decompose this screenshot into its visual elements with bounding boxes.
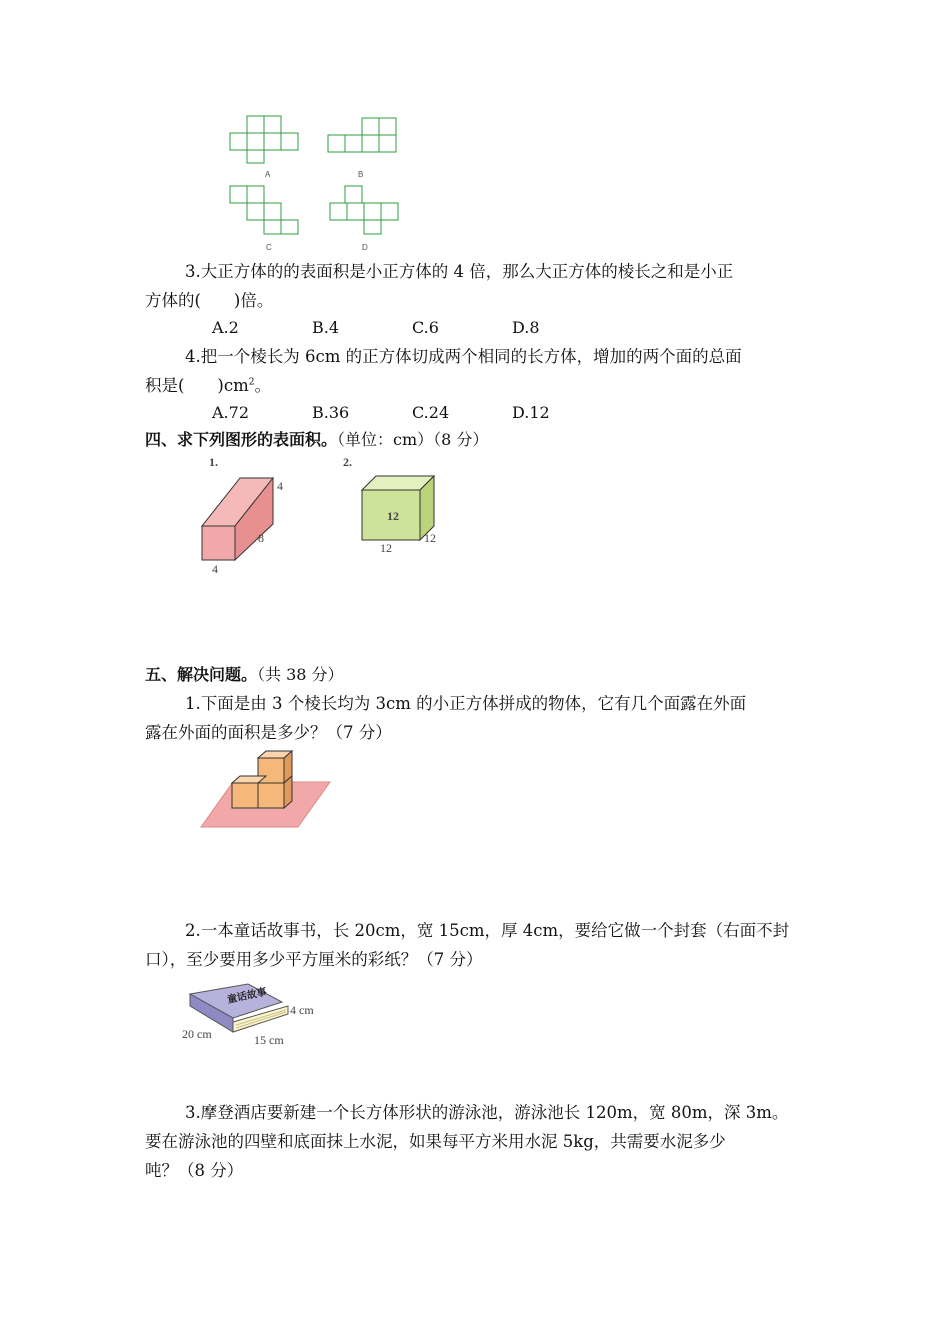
fig1-label-width: 4	[212, 562, 218, 576]
net-label-c: C	[266, 243, 272, 252]
p1-text-line2: 露在外面的面积是多少？（7 分）	[145, 723, 392, 742]
fig1-number: 1.	[209, 455, 218, 469]
q3-text-line2: 方体的( )倍。	[145, 291, 274, 310]
fig2-label-side: 12	[424, 531, 436, 545]
book-label-width: 15 cm	[254, 1033, 284, 1047]
q3-option-b: B.4	[312, 318, 340, 337]
right-cube-front-face	[258, 783, 284, 808]
section4-note: （单位：cm）（8 分）	[337, 430, 489, 449]
p2-text-line1: 2.一本童话故事书，长 20cm，宽 15cm，厚 4cm，要给它做一个封套（右面不封	[185, 921, 790, 940]
p2-text-line2: 口），至少要用多少平方厘米的彩纸？（7 分）	[145, 950, 483, 969]
section5-title: 五、解决问题。	[145, 665, 258, 684]
q4-option-a: A.72	[212, 403, 249, 422]
q3-option-a: A.2	[212, 318, 239, 337]
net-b	[328, 118, 396, 152]
net-label-a: A	[265, 170, 271, 179]
section5-heading	[145, 665, 344, 685]
net-c	[230, 186, 298, 234]
p1-text-line1: 1.下面是由 3 个棱长均为 3cm 的小正方体拼成的物体，它有几个面露在外面	[185, 694, 747, 713]
net-a	[230, 116, 298, 163]
book-title: 童话故事	[226, 986, 268, 1006]
fig2-number: 2.	[343, 455, 352, 469]
q4-line2-superscript: 2	[248, 377, 255, 388]
q4-option-b: B.36	[312, 403, 350, 422]
q4-text-line2	[145, 376, 271, 396]
p3-text-line2: 要在游泳池的四壁和底面抹上水泥，如果每平方米用水泥 5kg，共需要水泥多少	[145, 1132, 726, 1151]
book-label-length: 20 cm	[182, 1027, 212, 1041]
book-label-thickness: 4 cm	[290, 1003, 314, 1017]
fig1-label-height: 4	[277, 479, 283, 493]
p3-text-line3: 吨？（8 分）	[145, 1161, 244, 1180]
q4-line2-end: 。	[254, 376, 271, 395]
cuboid-front-face	[202, 526, 235, 560]
fig2-label-front: 12	[387, 509, 399, 523]
q3-text-line1: 3.大正方体的的表面积是小正方体的 4 倍，那么大正方体的棱长之和是小正	[185, 262, 734, 281]
section5-note: （共 38 分）	[257, 665, 344, 684]
q4-option-c: C.24	[412, 403, 450, 422]
net-label-d: D	[362, 243, 368, 252]
q4-option-d: D.12	[512, 403, 550, 422]
cuboid-figure	[195, 452, 305, 577]
net-label-b: B	[358, 170, 364, 179]
net-d	[330, 186, 398, 234]
cube-figure	[340, 452, 450, 562]
cube-nets-figure	[220, 110, 420, 260]
left-cube-front-face	[232, 783, 258, 808]
fig2-label-bottom: 12	[380, 541, 392, 555]
q4-line2-main: 积是( )cm	[145, 376, 249, 395]
q4-text-line1: 4.把一个棱长为 6cm 的正方体切成两个相同的长方体，增加的两个面的总面	[185, 347, 742, 366]
q3-option-d: D.8	[512, 318, 540, 337]
book-figure	[178, 978, 328, 1050]
stacked-cubes-figure	[198, 750, 333, 830]
section4-heading	[145, 430, 488, 450]
q3-option-c: C.6	[412, 318, 439, 337]
fig1-label-length: 8	[258, 531, 264, 545]
p3-text-line1: 3.摩登酒店要新建一个长方体形状的游泳池，游泳池长 120m，宽 80m，深 3m。	[185, 1103, 789, 1122]
section4-title: 四、求下列图形的表面积。	[145, 430, 338, 449]
